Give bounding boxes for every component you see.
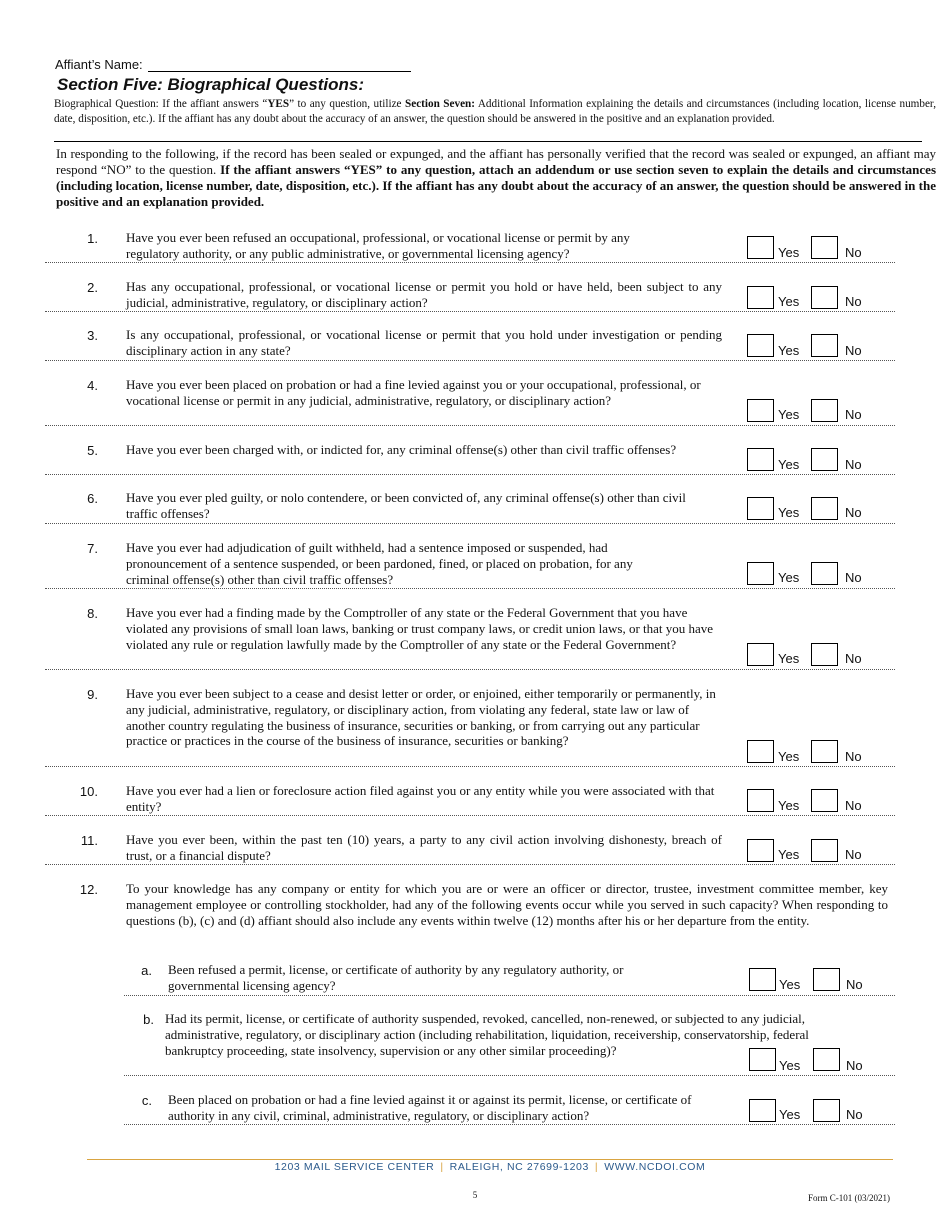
yes-checkbox[interactable]	[747, 334, 774, 357]
row-separator	[45, 766, 895, 767]
yes-label: Yes	[778, 847, 800, 862]
yes-label: Yes	[778, 457, 800, 472]
yes-label: Yes	[778, 651, 800, 666]
no-checkbox[interactable]	[811, 789, 838, 812]
question-number: 5.	[87, 443, 98, 458]
yes-checkbox[interactable]	[747, 497, 774, 520]
yes-checkbox[interactable]	[749, 1048, 776, 1071]
no-checkbox[interactable]	[811, 740, 838, 763]
no-label: No	[845, 245, 862, 260]
no-checkbox[interactable]	[813, 968, 840, 991]
yes-checkbox[interactable]	[747, 839, 774, 862]
yes-label: Yes	[779, 977, 801, 992]
question-number: 1.	[87, 231, 98, 246]
no-label: No	[845, 798, 862, 813]
yes-label: Yes	[778, 343, 800, 358]
section-title: Section Five: Biographical Questions:	[57, 75, 364, 94]
yes-checkbox[interactable]	[749, 1099, 776, 1122]
no-checkbox[interactable]	[813, 1048, 840, 1071]
sub-question-letter: c.	[141, 1093, 152, 1108]
yes-checkbox[interactable]	[747, 236, 774, 259]
question-text: Has any occupational, professional, or vocational license or permit you hold or have held, been subject to any judicial, administrative, regulatory, or disciplinary action?	[126, 279, 722, 310]
no-label: No	[845, 294, 862, 309]
question-number: 10.	[79, 784, 98, 799]
no-label: No	[846, 977, 863, 992]
form-id: Form C-101 (03/2021)	[808, 1193, 890, 1203]
yes-label: Yes	[778, 798, 800, 813]
yes-checkbox[interactable]	[747, 399, 774, 422]
question-text: Have you ever had a lien or foreclosure action filed against you or any entity while you were associated with that entity?	[126, 783, 715, 814]
question-text: Have you ever been placed on probation or had a fine levied against you or your occupational, professional, or vocational license or permit in any judicial, administrative, regulatory, or disciplinary action?	[126, 377, 701, 408]
question-number: 3.	[87, 328, 98, 343]
row-separator	[45, 262, 895, 263]
question-number: 11.	[80, 833, 98, 848]
row-separator	[124, 1075, 895, 1076]
yes-checkbox[interactable]	[747, 562, 774, 585]
no-checkbox[interactable]	[811, 286, 838, 309]
yes-label: Yes	[778, 407, 800, 422]
question-text: Have you ever been refused an occupational, professional, or vocational license or permit by any regulatory authority, or any public administrative, or governmental licensing agency?	[126, 230, 630, 261]
affiant-name-field[interactable]	[148, 71, 411, 72]
yes-checkbox[interactable]	[747, 740, 774, 763]
no-label: No	[845, 505, 862, 520]
question-text: Have you ever been charged with, or indicted for, any criminal offense(s) other than civil traffic offenses?	[126, 442, 677, 457]
question-number: 9.	[87, 687, 98, 702]
divider	[54, 141, 922, 142]
no-label: No	[845, 407, 862, 422]
no-checkbox[interactable]	[811, 497, 838, 520]
question-text: Have you ever been, within the past ten (10) years, a party to any civil action involving dishonesty, breach of trust, or a financial dispute?	[126, 832, 722, 863]
yes-label: Yes	[778, 245, 800, 260]
row-separator	[45, 360, 895, 361]
question-number: 8.	[87, 606, 98, 621]
question-text: Is any occupational, professional, or vocational license or permit that you hold under investigation or pending disciplinary action in any state?	[126, 327, 722, 358]
yes-label: Yes	[778, 294, 800, 309]
no-label: No	[845, 847, 862, 862]
no-label: No	[846, 1107, 863, 1122]
yes-label: Yes	[778, 749, 800, 764]
row-separator	[45, 669, 895, 670]
intro-paragraph-2: In responding to the following, if the record has been sealed or expunged, and the affiant has personally verified that the record was sealed or expunged, an affiant may respond “NO” to the question. If the affiant answers “YES” to any question, attach an addendum or use section seven to explain the details and circumstances (including location, license number, date, disposition, etc.). If the affiant has any doubt about the accuracy of an answer, the question should be answered in the positive and an explanation provided.	[56, 146, 937, 209]
yes-checkbox[interactable]	[747, 448, 774, 471]
question-number: 2.	[87, 280, 98, 295]
no-label: No	[845, 457, 862, 472]
question-text: Had its permit, license, or certificate of authority suspended, revoked, cancelled, non-renewed, or subjected to any judicial, administrative, regulatory, or disciplinary action (including rehabilitation, liquidation, receivership, conservatorship, federal bankruptcy proceeding, state insolvency, supervision or any other similar proceeding)?	[165, 1011, 809, 1058]
affiant-name-label: Affiant’s Name:	[55, 57, 143, 72]
no-checkbox[interactable]	[811, 334, 838, 357]
yes-label: Yes	[779, 1058, 801, 1073]
no-label: No	[845, 749, 862, 764]
no-checkbox[interactable]	[811, 839, 838, 862]
yes-label: Yes	[779, 1107, 801, 1122]
no-checkbox[interactable]	[811, 562, 838, 585]
question-number: 4.	[87, 378, 98, 393]
no-checkbox[interactable]	[811, 448, 838, 471]
question-number: 6.	[87, 491, 98, 506]
no-label: No	[846, 1058, 863, 1073]
question-number: 7.	[87, 541, 98, 556]
page-number: 5	[472, 1190, 478, 1200]
yes-checkbox[interactable]	[749, 968, 776, 991]
question-text: To your knowledge has any company or entity for which you are or were an officer or director, trustee, investment committee member, key management employee or controlling stockholder, had any of the following events occur while you served in such capacity? When responding to questions (b), (c) and (d) affiant should also include any events within twelve (12) months after his or her departure from the entity.	[126, 881, 888, 928]
question-text: Have you ever had a finding made by the Comptroller of any state or the Federal Government that you have violated any provisions of small loan laws, banking or trust company laws, or credit union laws, or that you have violated any rule or regulation lawfully made by the Comptroller of any state or the Federal Government?	[126, 605, 714, 652]
row-separator	[45, 588, 895, 589]
row-separator	[45, 425, 895, 426]
yes-checkbox[interactable]	[747, 789, 774, 812]
no-checkbox[interactable]	[811, 236, 838, 259]
no-checkbox[interactable]	[811, 643, 838, 666]
footer-divider	[87, 1159, 893, 1160]
question-text: Have you ever been subject to a cease and desist letter or order, or enjoined, either temporarily or permanently, in any judicial, administrative, regulatory, or disciplinary action, from violating any federal, state law or law of another country regulating the business of insurance, securities or banking, or from carrying out any particular practice or practices in the course of the business of insurance, securities or banking?	[126, 686, 716, 749]
sub-question-letter: a.	[141, 963, 152, 978]
question-text: Have you ever had adjudication of guilt withheld, had a sentence imposed or suspended, had pronouncement of a sentence suspended, or been pardoned, fined, or placed on probation, for any criminal offense(s) other than civil traffic offenses?	[126, 540, 633, 587]
intro-paragraph-1: Biographical Question: If the affiant answers “YES” to any question, utilize Section Seven: Additional Information explaining the details and circumstances (including location, license number, date, disposition, etc.). If the affiant has any doubt about the accuracy of an answer, the question should be answered in the positive and an explanation provided.	[54, 98, 936, 125]
row-separator	[45, 815, 895, 816]
no-checkbox[interactable]	[813, 1099, 840, 1122]
row-separator	[124, 1124, 895, 1125]
yes-label: Yes	[778, 570, 800, 585]
question-text: Have you ever pled guilty, or nolo contendere, or been convicted of, any criminal offense(s) other than civil traffic offenses?	[126, 490, 686, 521]
footer-address: 1203 MAIL SERVICE CENTER | RALEIGH, NC 27699-1203 | WWW.NCDOI.COM	[274, 1161, 706, 1173]
row-separator	[45, 864, 895, 865]
yes-checkbox[interactable]	[747, 286, 774, 309]
no-label: No	[845, 651, 862, 666]
website-link[interactable]: WWW.NCDOI.COM	[604, 1161, 706, 1173]
no-checkbox[interactable]	[811, 399, 838, 422]
no-label: No	[845, 570, 862, 585]
row-separator	[45, 523, 895, 524]
row-separator	[124, 995, 895, 996]
sub-question-letter: b.	[143, 1012, 154, 1027]
no-label: No	[845, 343, 862, 358]
question-number: 12.	[79, 882, 98, 897]
row-separator	[45, 474, 895, 475]
yes-label: Yes	[778, 505, 800, 520]
row-separator	[45, 311, 895, 312]
question-text: Been placed on probation or had a fine levied against it or against its permit, license, or certificate of authority in any civil, criminal, administrative, regulatory, or disciplinary action?	[168, 1092, 692, 1123]
question-text: Been refused a permit, license, or certificate of authority by any regulatory authority, or governmental licensing agency?	[168, 962, 624, 993]
yes-checkbox[interactable]	[747, 643, 774, 666]
